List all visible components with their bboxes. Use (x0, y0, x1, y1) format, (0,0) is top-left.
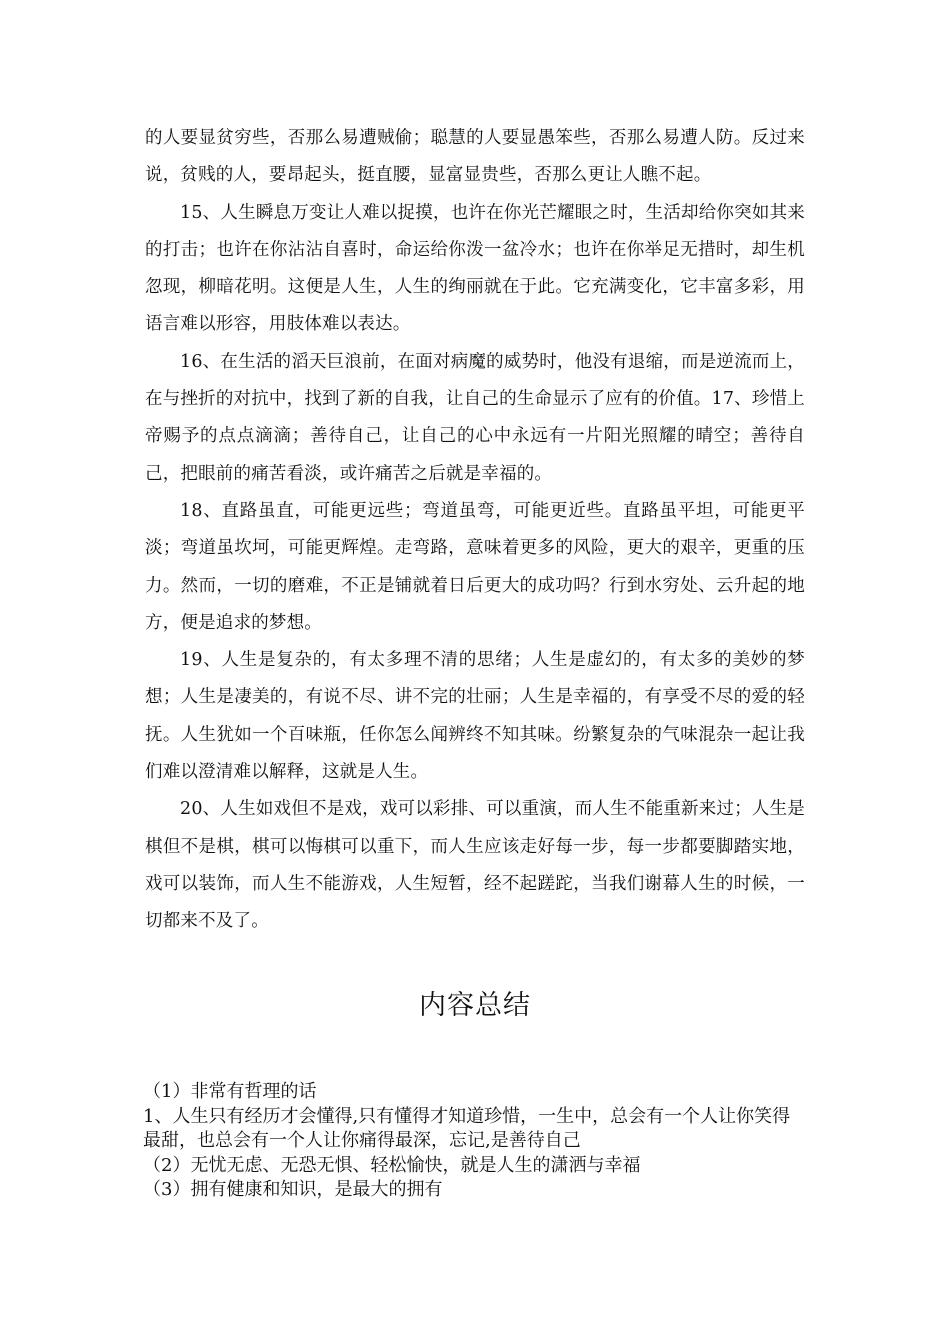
paragraph-continued: 的人要显贫穷些，否那么易遭贼偷；聪慧的人要显愚笨些，否那么易遭人防。反过来说，贫贱的人，要昂起头，挺直腰，显富显贵些，否那么更让人瞧不起。 (145, 128, 805, 186)
paragraph-16-17: 16、在生活的滔天巨浪前，在面对病魔的威势时，他没有退缩，而是逆流而上，在与挫折的对抗中，找到了新的自我，让自己的生命显示了应有的价值。17、珍惜上帝赐予的点点滴滴；善待自己，让自己的心中永远有一片阳光照耀的晴空；善待自己，把眼前的痛苦看淡，或许痛苦之后就是幸福的。 (145, 351, 805, 484)
summary-line: 1、人生只有经历才会懂得,只有懂得才知道珍惜，一生中，总会有一个人让你笑得最甜，也总会有一个人让你痛得最深，忘记,是善待自己 (143, 1105, 791, 1151)
summary-line: （2）无忧无虑、无恐无惧、轻松愉快，就是人生的潇洒与幸福 (143, 1154, 641, 1176)
summary-list (143, 1080, 808, 1203)
summary-title: 内容总结 (419, 990, 531, 1021)
paragraph-19: 19、人生是复杂的，有太多理不清的思绪；人生是虚幻的，有太多的美妙的梦想；人生是凄美的，有说不尽、讲不完的壮丽；人生是幸福的，有享受不尽的爱的轻抚。人生犹如一个百味瓶，任你怎么闻辨终不知其味。纷繁复杂的气味混杂一起让我们难以澄清难以解释，这就是人生。 (145, 650, 805, 783)
body-text (145, 120, 805, 941)
summary-line: （3）拥有健康和知识，是最大的拥有 (143, 1179, 443, 1200)
paragraph-20: 20、人生如戏但不是戏，戏可以彩排、可以重演，而人生不能重新来过；人生是棋但不是棋，棋可以悔棋可以重下，而人生应该走好每一步，每一步都要脚踏实地，戏可以装饰，而人生不能游戏，人生短暂，经不起蹉跎，当我们谢幕人生的时候，一切都来不及了。 (145, 799, 805, 932)
paragraph-15: 15、人生瞬息万变让人难以捉摸，也许在你光芒耀眼之时，生活却给你突如其来的打击；也许在你沾沾自喜时，命运给你泼一盆冷水；也许在你举足无措时，却生机忽现，柳暗花明。这便是人生，人生的绚丽就在于此。它充满变化，它丰富多彩，用语言难以形容，用肢体难以表达。 (145, 202, 805, 335)
paragraph-18: 18、直路虽直，可能更远些；弯道虽弯，可能更近些。直路虽平坦，可能更平淡；弯道虽坎坷，可能更辉煌。走弯路，意味着更多的风险，更大的艰辛，更重的压力。然而，一切的磨难，不正是铺就着日后更大的成功吗？行到水穷处、云升起的地方，便是追求的梦想。 (145, 500, 805, 633)
summary-line: （1）非常有哲理的话 (143, 1081, 317, 1102)
